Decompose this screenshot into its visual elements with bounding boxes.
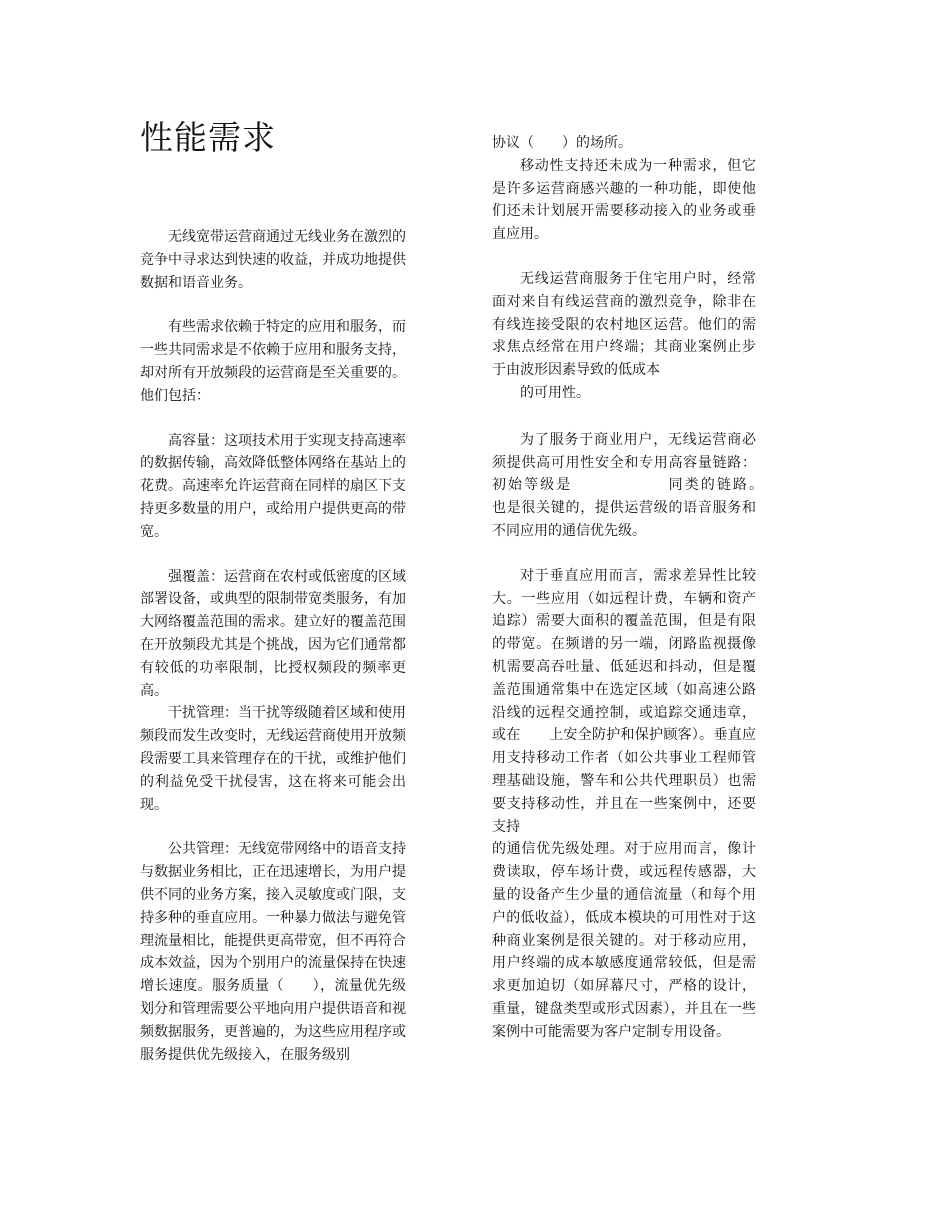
paragraph-requirements: 有些需求依赖于特定的应用和服务，而一些共同需求是不依赖于应用和服务支持，却对所有开放频段的运营商是至关重要的。他们包括：: [140, 319, 406, 404]
paragraph-residential-end: 的可用性。: [520, 384, 590, 401]
paragraph-continued: 协议（ ）的场所。: [492, 135, 632, 151]
left-column: [140, 226, 406, 1066]
paragraph-mobility: 移动性支持还未成为一种需求，但它是许多运营商感兴趣的一种功能，即使他们还未计划展开需要移动接入的业务或垂直应用。: [492, 157, 756, 243]
paragraph-qos: 公共管理：无线宽带网络中的语音支持与数据业务相比，正在迅速增长，为用户提供不同的业务方案，接入灵敏度或门限，支持多种的垂直应用。一种暴力做法与避免管理流量相比，能提供更高带宽，但不再符合成本效益，因为个别用户的流量保持在快速增长速度。服务质量（ ），流量优先级划分和管理需要公平地向用户提供语音和视频数据服务，更普遍的，为这些应用程序或服务提供优先级接入，在服务级别: [140, 841, 406, 1063]
page-title: 性能需求: [140, 118, 276, 157]
right-column: [492, 132, 784, 1043]
paragraph-vertical-end: 的通信优先级处理。对于应用而言，像计费读取，停车场计费，或远程传感器，大量的设备产生少量的通信流量（和每个用户的低收益），低成本模块的可用性对于这种商业案例是很关键的。对于移动应用，用户终端的成本敏感度通常较低，但是需求更加迫切（如屏幕尺寸，严格的设计，重量，键盘类型或形式因素），并且在一些案例中可能需要为客户定制专用设备。: [492, 841, 756, 1040]
paragraph-high-capacity: 高容量：这项技术用于实现支持高速率的数据传输，高效降低整体网络在基站上的花费。高速率允许运营商在同样的扇区下支持更多数量的用户，或给用户提供更高的带宽。: [140, 432, 406, 540]
paragraph-residential: 无线运营商服务于住宅用户时，经常面对来自有线运营商的激烈竞争，除非在有线连接受限的农村地区运营。他们的需求焦点经常在用户终端；其商业案例止步于由波形因素导致的低成本: [492, 270, 756, 379]
paragraph-interference: 干扰管理：当干扰等级随着区域和使用频段而发生改变时，无线运营商使用开放频段需要工具来管理存在的干扰，或维护他们的利益免受干扰侵害，这在将来可能会出现。: [140, 705, 406, 813]
paragraph-intro: 无线宽带运营商通过无线业务在激烈的竞争中寻求达到快速的收益，并成功地提供数据和语音业务。: [140, 229, 406, 291]
paragraph-vertical: 对于垂直应用而言，需求差异性比较大。一些应用（如远程计费，车辆和资产追踪）需要大面积的覆盖范围，但是有限的带宽。在频谱的另一端，闭路监视摄像机需要高吞吐量、低延迟和抖动，但是覆盖范围通常集中在选定区域（如高速公路沿线的远程交通控制，或追踪交通违章，或在 上安全防护和保护顾客）。垂直应用支持移动工作者（如公共事业工程师管理基础设施，警车和公共代理职员）也需要支持移动性，并且在一些案例中，还要支持: [492, 567, 756, 835]
paragraph-coverage: 强覆盖：运营商在农村或低密度的区域部署设备，或典型的限制带宽类服务，有加大网络覆盖范围的需求。建立好的覆盖范围在开放频段尤其是个挑战，因为它们通常都有较低的功率限制，比授权频段的频率更高。: [140, 568, 406, 699]
paragraph-business: 为了服务于商业用户，无线运营商必须提供高可用性安全和专用高容量链路：初始等级是 同类的链路。 也是很关键的，提供运营级的语音服务和不同应用的通信优先级。: [492, 431, 784, 539]
